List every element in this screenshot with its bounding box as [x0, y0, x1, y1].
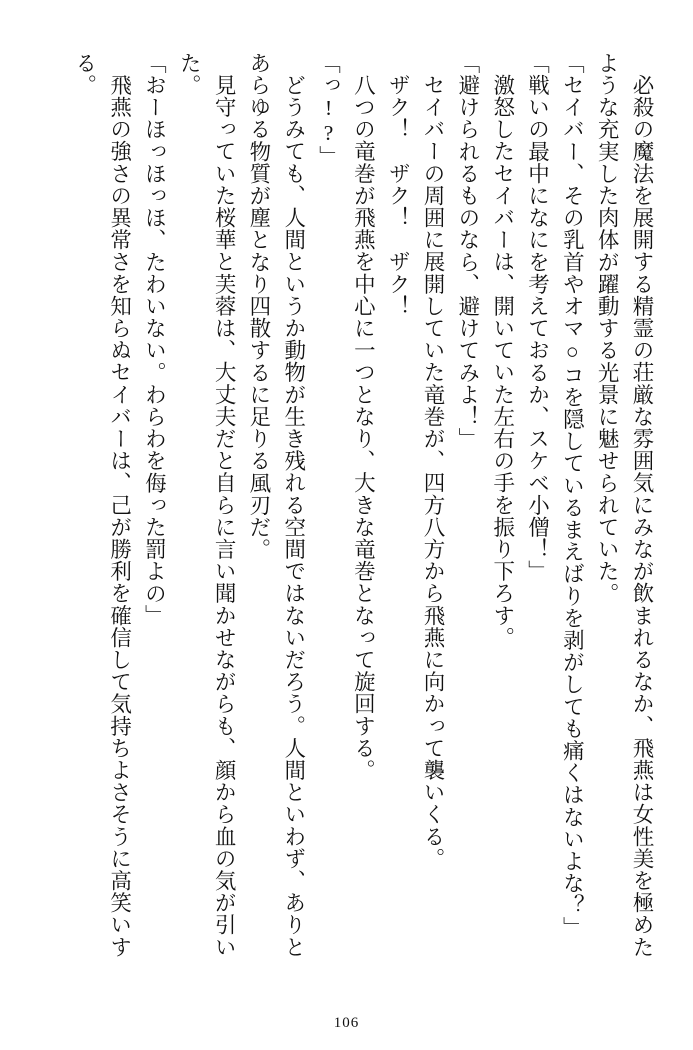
paragraph: 必殺の魔法を展開する精霊の荘厳な雰囲気にみなが飲まれるなか、飛燕は女性美を極めたような充実した肉体が躍動する光景に魅せられていた。 [595, 52, 654, 958]
paragraph: 「避けられるものなら、避けてみよ！」 [455, 52, 480, 450]
paragraph: 八つの竜巻が飛燕を中心に一つとなり、大きな竜巻となって旋回する。 [351, 73, 376, 781]
page-number: 106 [333, 1015, 360, 1031]
paragraph: 「おーほっほっほ、たわいない。わらわを侮った罰よの」 [142, 52, 167, 627]
paragraph: ザク！ ザク！ ザク！ [386, 73, 411, 317]
paragraph: 飛燕の強さの異常さを知らぬセイバーは、己が勝利を確信して気持ちよさそうに高笑いする。 [72, 52, 132, 958]
paragraph: どうみても、人間というか動物が生き残れる空間ではないだろう。人間といわず、ありとあらゆる物質が塵となり四散するに足りる風刃だ。 [246, 52, 306, 958]
paragraph: 「戦いの最中になにを考えておるか、スケベ小僧！」 [525, 52, 550, 583]
vertical-text-body [34, 52, 659, 972]
paragraph: 「っ!?」 [316, 52, 341, 168]
paragraph: 「セイバー、その乳首やオマ○コを隠しているまえばりを剥がしても痛くはないよな？」 [560, 52, 585, 939]
paragraph: 見守っていた桜華と芙蓉は、大丈夫だと自らに言い聞かせながらも、顔から血の気が引いた。 [177, 52, 237, 958]
paragraph: セイバーの周囲に展開していた竜巻が、四方八方から飛燕に向かって襲いくる。 [421, 73, 446, 870]
paragraph: 激怒したセイバーは、開いていた左右の手を振り下ろす。 [490, 73, 515, 649]
